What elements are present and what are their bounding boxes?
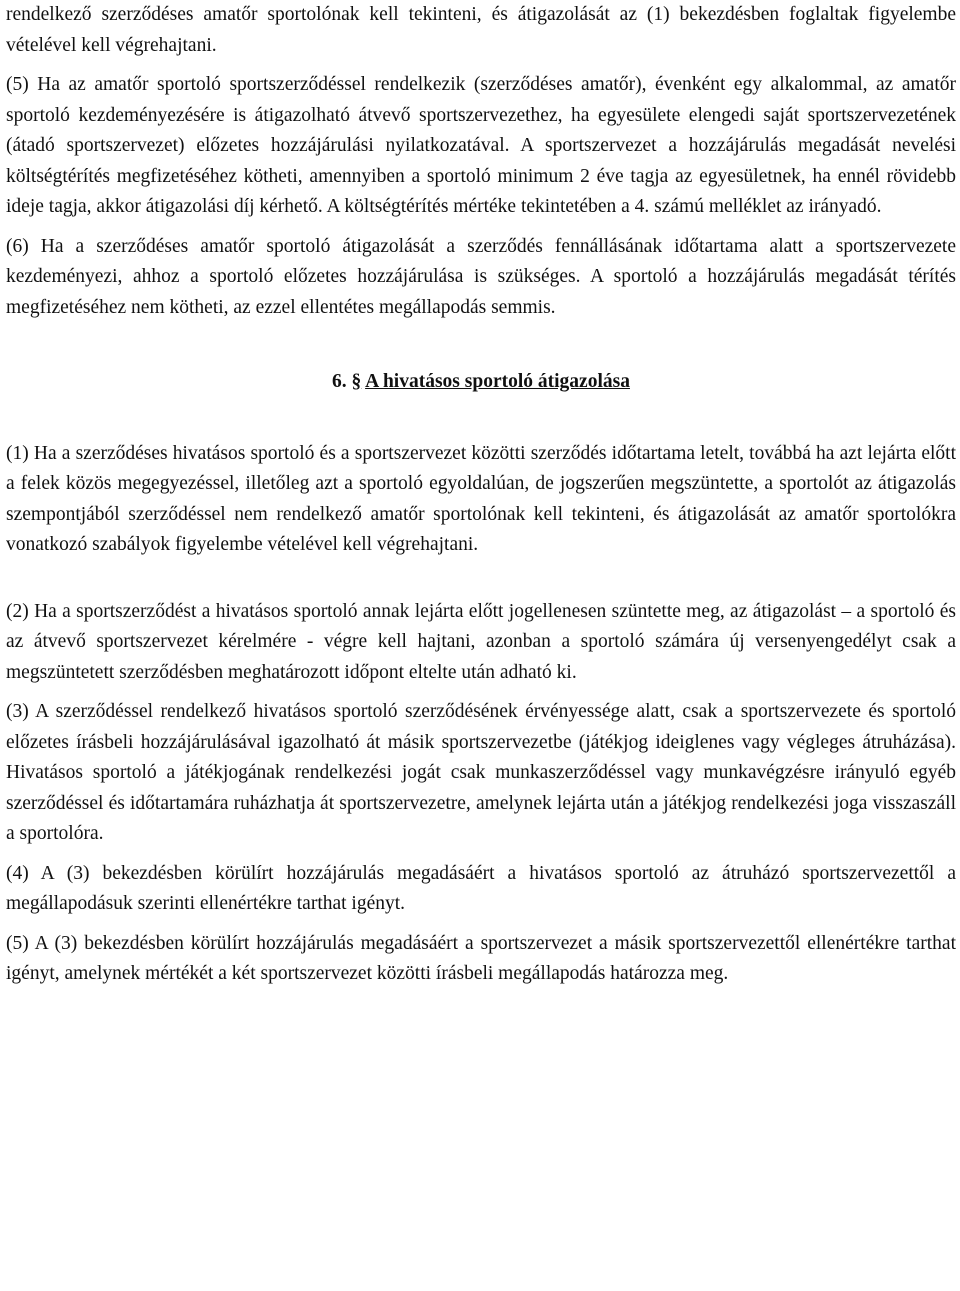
paragraph-continuation: rendelkező szerződéses amatőr sportolónak kell tekinteni, és átigazolását az (1) bekezdésben foglaltak figyelembe vételével kell végrehajtani. — [6, 4, 956, 56]
section-number: 6. — [332, 371, 347, 392]
section-title: A hivatásos sportoló átigazolása — [365, 371, 630, 392]
section-paragraph-3: (3) A szerződéssel rendelkező hivatásos sportoló szerződésének érvényessége alatt, csak a sportszervezete és sportoló előzetes írásbeli hozzájárulásával igazolható át másik sportszervezetbe (játékjog ideiglenes vagy végleges átruházása). Hivatásos sportoló a játékjogának rendelkezési jogát csak munkaszerződéssel vagy munkavégzésre irányuló egyéb szerződéssel és időtartamára ruházhatja át sportszervezetre, amelynek lejárta után a játékjog rendelkezési joga visszaszáll a sportolóra. — [6, 701, 956, 844]
paragraph-5: (5) Ha az amatőr sportoló sportszerződéssel rendelkezik (szerződéses amatőr), évenként egy alkalommal, az amatőr sportoló kezdeményezésére is átigazolható átvevő sportszervezethez, ha egyesülete elengedi saját sportszervezetének (átadó sportszervezet) előzetes hozzájárulási nyilatkozatával. A sportszervezet a hozzájárulás megadását nevelési költségtérítés megfizetéséhez kötheti, amennyiben a sportoló minimum 2 éve tagja az egyesületnek, ha ennél rövidebb ideje tagja, akkor átigazolási díj kérhető. A költségtérítés mértéke tekintetében a 4. számú melléklet az irányadó. — [6, 74, 956, 217]
section-paragraph-5: (5) A (3) bekezdésben körülírt hozzájárulás megadásáért a sportszervezet a másik sportszervezettől ellenértékre tarthat igényt, amelynek mértékét a két sportszervezet közötti írásbeli megállapodás határozza meg. — [6, 932, 956, 984]
spacer — [6, 398, 956, 439]
section-heading — [6, 367, 956, 398]
section-paragraph-4: (4) A (3) bekezdésben körülírt hozzájárulás megadásáért a hivatásos sportoló az átruházó sportszervezettől a megállapodásuk szerinti ellenértékre tarthat igényt. — [6, 862, 956, 914]
document-page — [6, 0, 956, 990]
section-paragraph-1: (1) Ha a szerződéses hivatásos sportoló és a sportszervezet közötti szerződés időtartama letelt, továbbá ha azt lejárta előtt a felek közös megegyezéssel, illetőleg azt a sportoló egyoldalúan, de jogszerűen megszüntette, a sportolót az átigazolás szempontjából szerződéssel nem rendelkező amatőr sportolónak kell tekinteni, és átigazolását az amatőr sportolókra vonatkozó szabályok figyelembe vételével kell végrehajtani. — [6, 442, 956, 555]
section-paragraph-2: (2) Ha a sportszerződést a hivatásos sportoló annak lejárta előtt jogellenesen szüntette meg, az átigazolást – a sportoló és az átvevő sportszervezet kérelmére - végre kell hajtani, azonban a sportoló számára új versenyengedélyt csak a megszüntetett szerződésben meghatározott időpont eltelte után adható ki. — [6, 600, 956, 683]
section-sign: § — [351, 371, 362, 392]
paragraph-6: (6) Ha a szerződéses amatőr sportoló átigazolását a szerződés fennállásának időtartama alatt a sportszervezete kezdeményezi, ahhoz a sportoló előzetes hozzájárulása is szükséges. A sportoló a hozzájárulás megadását térítés megfizetéséhez nem kötheti, az ezzel ellentétes megállapodás semmis. — [6, 235, 956, 318]
